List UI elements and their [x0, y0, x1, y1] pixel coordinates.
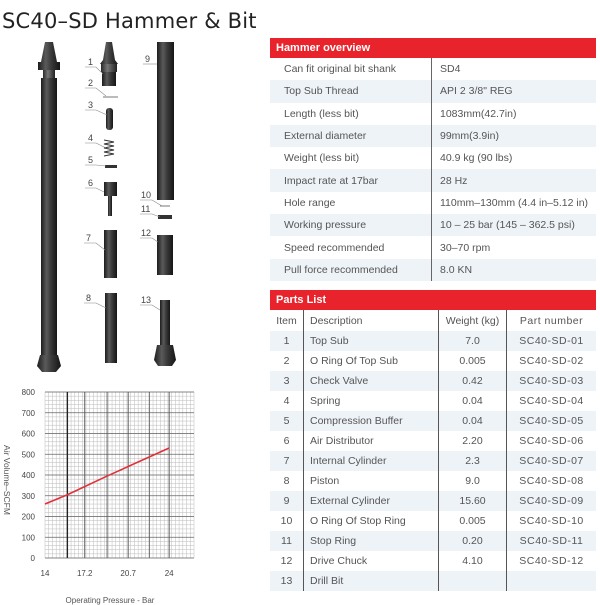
cell-description: Compression Buffer: [304, 411, 439, 431]
svg-text:2: 2: [88, 78, 94, 88]
svg-text:14: 14: [40, 569, 50, 578]
cell-part-number: SC40-SD-01: [507, 331, 597, 351]
overview-label: Hole range: [270, 192, 432, 214]
cell-item: 2: [270, 351, 304, 371]
svg-text:10: 10: [141, 190, 152, 200]
cell-item: 10: [270, 511, 304, 531]
cell-description: Piston: [304, 471, 439, 491]
cell-weight: 2.20: [439, 431, 507, 451]
parts-list-table: [270, 290, 596, 591]
parts-list-container: [270, 290, 600, 587]
cell-description: External Cylinder: [304, 491, 439, 511]
svg-text:24: 24: [164, 569, 174, 578]
cell-part-number: SC40-SD-02: [519, 355, 584, 367]
overview-label: Impact rate at 17bar: [270, 169, 432, 191]
cell-weight: 0.005: [439, 351, 507, 371]
overview-value: 40.9 kg (90 lbs): [440, 152, 513, 165]
svg-text:1: 1: [88, 57, 94, 67]
cell-weight: 15.60: [439, 491, 507, 511]
cell-item: 1: [270, 331, 304, 351]
cell-weight: 0.04: [439, 391, 507, 411]
svg-text:200: 200: [21, 512, 35, 522]
svg-text:13: 13: [141, 295, 152, 305]
table-row: [270, 331, 596, 351]
svg-text:400: 400: [21, 471, 35, 480]
cell-part-number: [507, 571, 597, 591]
overview-label: Top Sub Thread: [270, 80, 432, 102]
cell-item: 4: [270, 391, 304, 411]
cell-description: Check Valve: [304, 371, 439, 391]
table-row: [270, 351, 596, 371]
hammer-overview-table: [270, 38, 596, 281]
overview-label: Length (less bit): [270, 103, 432, 125]
cell-item: 7: [270, 451, 304, 471]
cell-weight: 9.0: [439, 471, 507, 491]
cell-item: 8: [270, 471, 304, 491]
overview-label: Can fit original bit shank: [270, 58, 432, 80]
assembled-hammer-icon: [37, 42, 61, 372]
table-row: [270, 451, 596, 471]
svg-text:600: 600: [21, 429, 35, 439]
cell-item: 3: [270, 371, 304, 391]
overview-label: Weight (less bit): [270, 147, 432, 169]
table-row: [270, 391, 596, 411]
overview-label: Speed recommended: [270, 236, 432, 258]
svg-text:6: 6: [88, 178, 94, 188]
table-row: [270, 531, 596, 551]
overview-value: 30–70 rpm: [440, 241, 491, 254]
svg-text:9: 9: [145, 54, 151, 64]
svg-text:3: 3: [88, 100, 94, 110]
cell-part-number: SC40-SD-08: [519, 475, 584, 487]
cell-part-number: SC40-SD-12: [519, 555, 584, 567]
cell-description: Drill Bit: [304, 571, 439, 591]
overview-value: 99mm(3.9in): [432, 125, 597, 147]
svg-text:100: 100: [21, 533, 35, 543]
overview-value: 10 – 25 bar (145 – 362.5 psi): [432, 214, 597, 236]
svg-text:5: 5: [88, 155, 94, 165]
overview-value: 8.0 KN: [432, 259, 597, 281]
table-row: [270, 411, 596, 431]
svg-text:17.2: 17.2: [76, 569, 93, 578]
cell-part-number: SC40-SD-07: [507, 451, 597, 471]
exploded-parts-icon: [100, 42, 176, 366]
cell-weight: 0.04: [439, 411, 507, 431]
table-row: [270, 471, 596, 491]
cell-item: 13: [270, 571, 304, 591]
cell-description: O Ring Of Top Sub: [304, 351, 439, 371]
svg-text:300: 300: [21, 491, 35, 501]
cell-weight: [439, 571, 507, 591]
overview-value: API 2 3/8" REG: [432, 80, 597, 102]
cell-part-number: SC40-SD-06: [519, 435, 584, 447]
svg-text:11: 11: [141, 204, 151, 214]
hammer-exploded-illustration: [0, 40, 270, 380]
svg-text:20.7: 20.7: [120, 569, 136, 578]
cell-description: Stop Ring: [304, 531, 439, 551]
overview-label: Pull force recommended: [270, 259, 432, 281]
cell-description: Spring: [304, 391, 439, 411]
callout-labels: [86, 54, 151, 305]
cell-part-number: SC40-SD-09: [507, 491, 597, 511]
overview-label: External diameter: [270, 125, 432, 147]
column-header-item: Item: [270, 310, 304, 331]
cell-part-number: SC40-SD-04: [519, 395, 584, 407]
chart-y-axis-title: Air Volume–SCFM: [2, 445, 12, 515]
svg-text:Operating Pressure - Bar: Operating Pressure - Bar: [65, 596, 155, 605]
overview-value: SD4: [440, 63, 461, 76]
svg-text:12: 12: [141, 228, 152, 238]
cell-weight: 7.0: [439, 331, 507, 351]
page-title: SC40–SD Hammer & Bit: [2, 9, 257, 33]
overview-value: 1083mm(42.7in): [440, 107, 517, 120]
svg-text:7: 7: [86, 233, 92, 243]
cell-item: 9: [270, 491, 304, 511]
table-row: [270, 431, 596, 451]
cell-weight: 0.005: [439, 511, 507, 531]
column-header-description: Description: [304, 310, 439, 331]
cell-item: 12: [270, 551, 304, 571]
svg-text:500: 500: [21, 450, 35, 460]
air-consumption-chart: [0, 380, 210, 605]
parts-list-header: Parts List: [270, 290, 596, 310]
table-row: [270, 511, 596, 531]
cell-weight: 4.10: [439, 551, 507, 571]
cell-part-number: SC40-SD-10: [519, 515, 584, 527]
table-row: [270, 371, 596, 391]
svg-text:0: 0: [30, 554, 35, 563]
cell-description: O Ring Of Stop Ring: [304, 511, 439, 531]
overview-label: Working pressure: [270, 214, 432, 236]
table-row: [270, 491, 596, 511]
cell-weight: 0.42: [439, 371, 507, 391]
svg-text:700: 700: [21, 408, 35, 418]
svg-text:800: 800: [21, 388, 35, 397]
cell-weight: 0.20: [439, 531, 507, 551]
cell-part-number: SC40-SD-05: [507, 411, 597, 431]
cell-part-number: SC40-SD-03: [507, 371, 597, 391]
table-row: [270, 551, 596, 571]
hammer-overview-header: Hammer overview: [270, 38, 596, 58]
svg-text:8: 8: [86, 293, 92, 303]
cell-description: Top Sub: [304, 331, 439, 351]
column-header-part-number: Part number: [519, 314, 584, 327]
table-row: [270, 571, 596, 591]
cell-part-number: SC40-SD-11: [507, 531, 597, 551]
cell-description: Internal Cylinder: [304, 451, 439, 471]
cell-item: 6: [270, 431, 304, 451]
cell-item: 5: [270, 411, 304, 431]
cell-description: Drive Chuck: [304, 551, 439, 571]
overview-value: 28 Hz: [432, 169, 597, 191]
svg-text:4: 4: [88, 133, 94, 143]
cell-weight: 2.3: [439, 451, 507, 471]
cell-description: Air Distributor: [304, 431, 439, 451]
column-header-weight: Weight (kg): [439, 310, 507, 331]
overview-value: 110mm–130mm (4.4 in–5.12 in): [440, 196, 589, 209]
cell-item: 11: [270, 531, 304, 551]
chart-plot: [0, 380, 210, 605]
